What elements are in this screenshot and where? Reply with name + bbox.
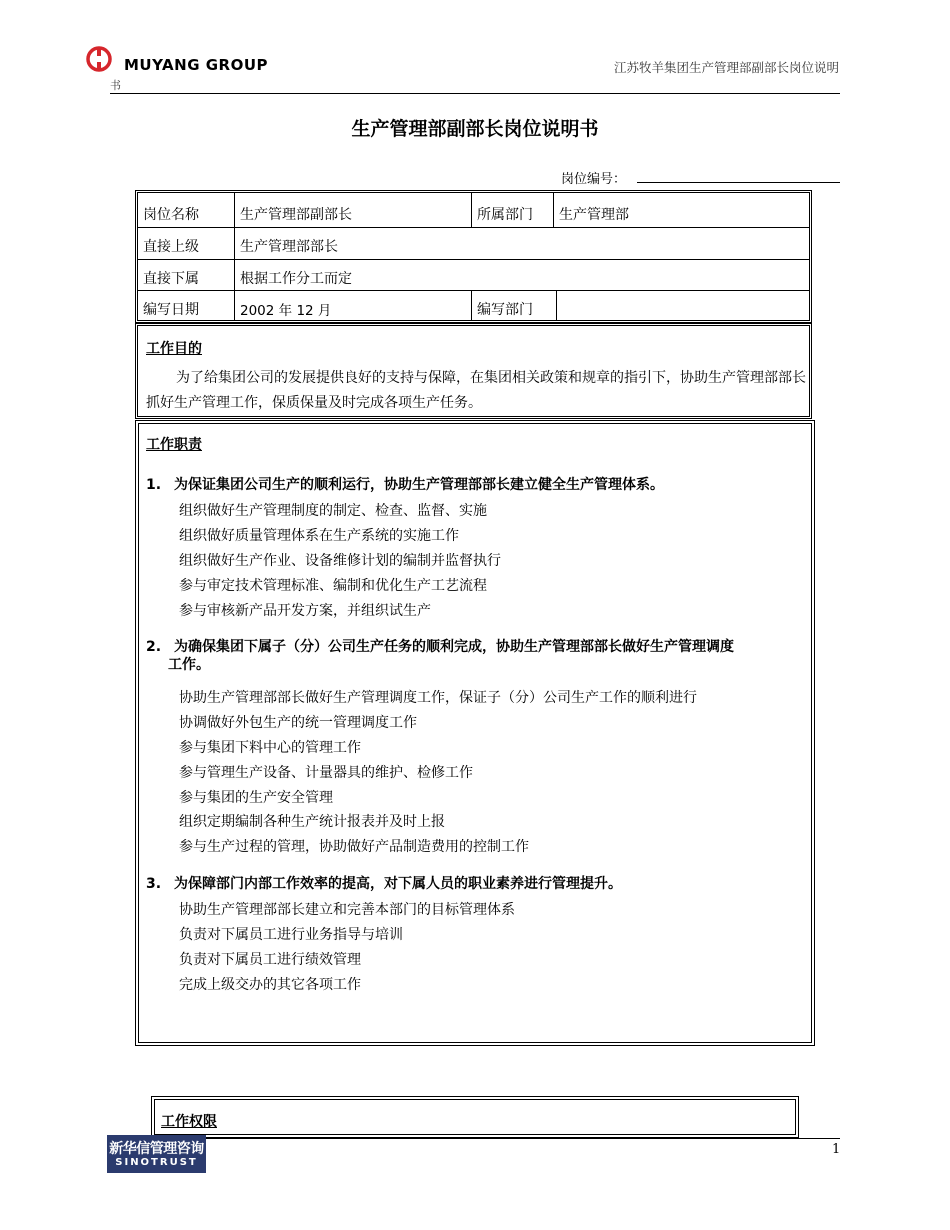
table-col-divider: [471, 193, 472, 227]
muyang-logo-icon: [86, 46, 112, 72]
duty-group-heading: 1. 为保证集团公司生产的顺利运行，协助生产管理部部长建立健全生产管理体系。: [146, 477, 664, 493]
job-code-field[interactable]: [637, 182, 840, 183]
department-label: 所属部门: [477, 207, 533, 223]
list-item: 协助生产管理部部长建立和完善本部门的目标管理体系: [179, 902, 515, 918]
duty-group-heading: 3. 为保障部门内部工作效率的提高，对下属人员的职业素养进行管理提升。: [146, 876, 622, 892]
table-col-divider: [553, 193, 554, 227]
list-item: 协调做好外包生产的统一管理调度工作: [179, 715, 417, 731]
list-item: 参与集团的生产安全管理: [179, 790, 333, 806]
list-item: 参与集团下料中心的管理工作: [179, 740, 361, 756]
table-row-divider: [138, 259, 809, 260]
list-item: 负责对下属员工进行业务指导与培训: [179, 927, 403, 943]
sinotrust-logo-cn: 新华信管理咨询: [109, 1141, 204, 1157]
page-title: 生产管理部副部长岗位说明书: [351, 118, 599, 140]
sinotrust-logo-en: SINOTRUST: [115, 1157, 198, 1168]
position-name-label: 岗位名称: [143, 207, 199, 223]
list-item: 参与生产过程的管理，协助做好产品制造费用的控制工作: [179, 839, 529, 855]
position-name-value: 生产管理部副部长: [240, 207, 352, 223]
authority-section: [151, 1096, 799, 1138]
list-item: 参与管理生产设备、计量器具的维护、检修工作: [179, 765, 473, 781]
header-divider: [110, 93, 840, 94]
page-number: 1: [832, 1142, 841, 1157]
authority-title: 工作权限: [161, 1114, 217, 1130]
author-department-label: 编写部门: [477, 302, 533, 318]
list-item: 组织做好生产管理制度的制定、检查、监督、实施: [179, 503, 487, 519]
list-item: 组织定期编制各种生产统计报表并及时上报: [179, 814, 445, 830]
list-item: 协助生产管理部部长做好生产管理调度工作，保证子（分）公司生产工作的顺利进行: [179, 690, 697, 706]
header-title-wrap: 书: [110, 79, 121, 92]
direct-subordinate-value: 根据工作分工而定: [240, 271, 352, 287]
list-item: 组织做好生产作业、设备维修计划的编制并监督执行: [179, 553, 501, 569]
document-header-title: 江苏牧羊集团生产管理部副部长岗位说明: [613, 60, 839, 75]
list-item: 完成上级交办的其它各项工作: [179, 977, 361, 993]
direct-superior-value: 生产管理部部长: [240, 239, 338, 255]
duties-title: 工作职责: [146, 437, 202, 453]
date-written-label: 编写日期: [143, 302, 199, 318]
table-row-divider: [138, 290, 809, 291]
purpose-title: 工作目的: [146, 341, 202, 357]
table-col-divider: [471, 290, 472, 320]
direct-subordinate-label: 直接下属: [143, 271, 199, 287]
list-item: 参与审定技术管理标准、编制和优化生产工艺流程: [179, 578, 487, 594]
table-col-divider: [234, 193, 235, 320]
company-logo-text: MUYANG GROUP: [124, 56, 269, 74]
purpose-text: 为了给集团公司的发展提供良好的支持与保障，在集团相关政策和规章的指引下，协助生产管理部部长抓好生产管理工作，保质保量及时完成各项生产任务。: [146, 370, 806, 411]
direct-superior-label: 直接上级: [143, 239, 199, 255]
job-code-label: 岗位编号：: [561, 172, 627, 187]
job-info-table: [135, 190, 812, 323]
duty-group-heading: 2. 为确保集团下属子（分）公司生产任务的顺利完成，协助生产管理部部长做好生产管理调度 工作。: [146, 639, 734, 673]
date-written-value: 2002 年 12 月: [240, 303, 332, 319]
list-item: 组织做好质量管理体系在生产系统的实施工作: [179, 528, 459, 544]
list-item: 负责对下属员工进行绩效管理: [179, 952, 361, 968]
list-item: 参与审核新产品开发方案，并组织试生产: [179, 603, 431, 619]
department-value: 生产管理部: [559, 207, 629, 223]
footer-divider: [110, 1138, 840, 1139]
table-col-divider: [556, 290, 557, 320]
table-row-divider: [138, 227, 809, 228]
